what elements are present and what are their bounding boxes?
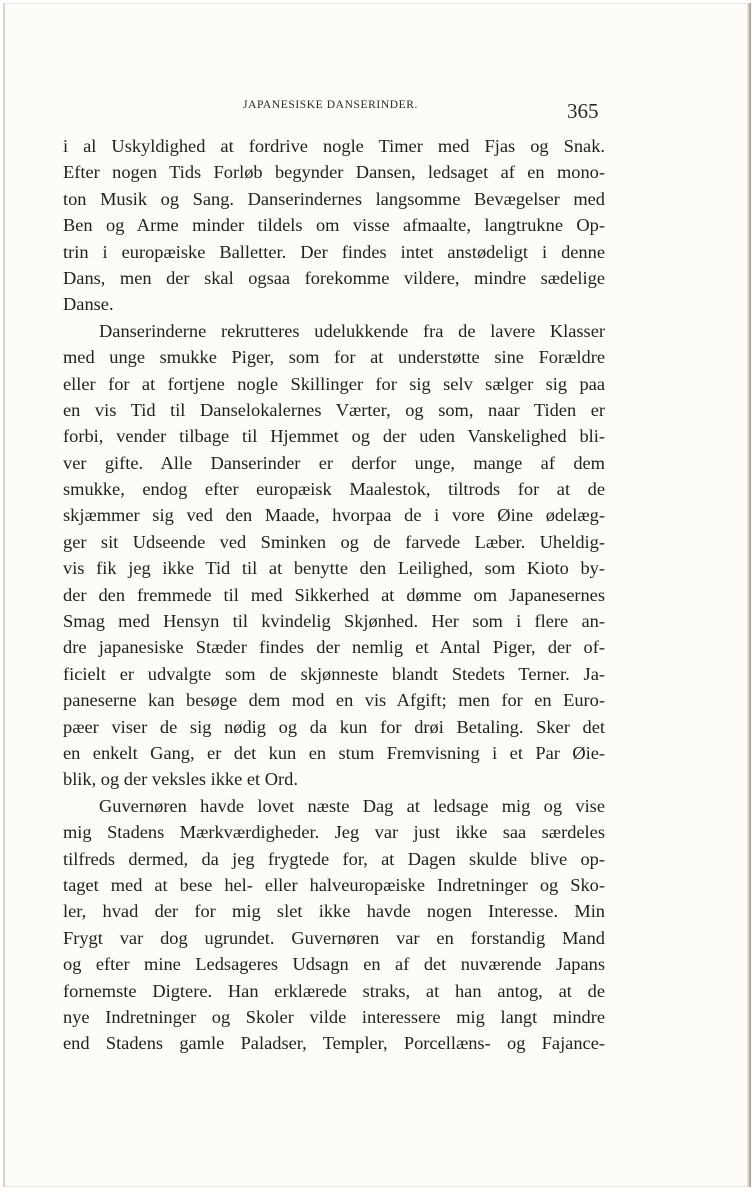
text-line: forbi, vender tilbage til Hjemmet og der uden Vanskelighed bli- — [63, 426, 605, 447]
text-line: fornemste Digtere. Han erklærede straks, at han antog, at de — [63, 980, 605, 1001]
text-line: skjæmmer sig ved den Maade, hvorpaa de i vore Øine ødelæg- — [63, 505, 605, 526]
text-line: trin i europæiske Balletter. Der findes intet anstødeligt i denne — [63, 241, 605, 262]
text-line: Guvernøren havde lovet næste Dag at ledsage mig og vise — [99, 795, 605, 816]
running-header-title: JAPANESISKE DANSERINDER. — [243, 99, 418, 111]
text-line: Smag med Hensyn til kvindelig Skjønhed. Her som i flere an- — [63, 611, 605, 632]
text-line: ler, hvad der for mig slet ikke havde nogen Interesse. Min — [63, 901, 605, 922]
text-line: pæer viser de sig nødig og da kun for drøi Betaling. Sker det — [63, 716, 605, 737]
paragraph — [63, 318, 605, 793]
text-line: der den fremmede til med Sikkerhed at dømme om Japanesernes — [63, 584, 605, 605]
text-line: Dans, men der skal ogsaa forekomme vildere, mindre sædelige — [63, 267, 605, 288]
text-line: ver gifte. Alle Danserinder er derfor unge, mange af dem — [63, 452, 605, 473]
text-line: eller for at fortjene nogle Skillinger for sig selv sælger sig paa — [63, 373, 605, 394]
text-line: Danserinderne rekrutteres udelukkende fra de lavere Klasser — [99, 320, 605, 341]
text-line: smukke, endog efter europæisk Maalestok, tiltrods for at de — [63, 479, 605, 500]
book-page — [3, 3, 751, 1187]
page-left-edge — [3, 3, 5, 1187]
text-line: ger sit Udseende ved Sminken og de farvede Læber. Uheldig- — [63, 531, 605, 552]
text-line: i al Uskyldighed at fordrive nogle Timer med Fjas og Snak. — [63, 136, 605, 156]
paragraph — [63, 793, 605, 1057]
text-line: Ben og Arme minder tildels om visse afmaalte, langtrukne Op- — [63, 215, 605, 236]
text-line: end Stadens gamle Paladser, Templer, Porcellæns- og Fajance- — [63, 1033, 605, 1054]
paragraph — [63, 133, 605, 318]
text-line: Efter nogen Tids Forløb begynder Dansen, ledsaget af en mono- — [63, 162, 605, 183]
text-line: taget med at bese hel- eller halveuropæiske Indretninger og Sko- — [63, 874, 605, 895]
page-right-edge-shadow — [747, 3, 751, 1187]
text-line: og efter mine Ledsageres Udsagn en af det nuværende Japans — [63, 954, 605, 975]
text-line: blik, og der veksles ikke et Ord. — [63, 769, 298, 790]
text-line: Danse. — [63, 294, 114, 315]
text-line: ton Musik og Sang. Danserindernes langsomme Bevægelser med — [63, 188, 605, 209]
page-number: 365 — [567, 99, 599, 123]
body-text — [63, 133, 605, 1057]
text-line: tilfreds dermed, da jeg frygtede for, at Dagen skulde blive op- — [63, 848, 605, 869]
text-line: mig Stadens Mærkværdigheder. Jeg var just ikke saa særdeles — [63, 822, 605, 843]
text-line: nye Indretninger og Skoler vilde interessere mig langt mindre — [63, 1006, 605, 1027]
text-line: dre japanesiske Stæder findes der nemlig et Antal Piger, der of- — [63, 637, 605, 658]
text-line: paneserne kan besøge dem mod en vis Afgift; men for en Euro- — [63, 690, 605, 711]
text-line: en enkelt Gang, er det kun en stum Fremvisning i et Par Øie- — [63, 742, 605, 763]
text-line: Frygt var dog ugrundet. Guvernøren var en forstandig Mand — [63, 927, 605, 948]
text-line: ficielt er udvalgte som de skjønneste blandt Stedets Terner. Ja- — [63, 663, 605, 684]
text-line: med unge smukke Piger, som for at understøtte sine Forældre — [63, 347, 605, 368]
text-line: en vis Tid til Danselokalernes Værter, og som, naar Tiden er — [63, 399, 605, 420]
text-line: vis fik jeg ikke Tid til at benytte den Leilighed, som Kioto by- — [63, 558, 605, 579]
